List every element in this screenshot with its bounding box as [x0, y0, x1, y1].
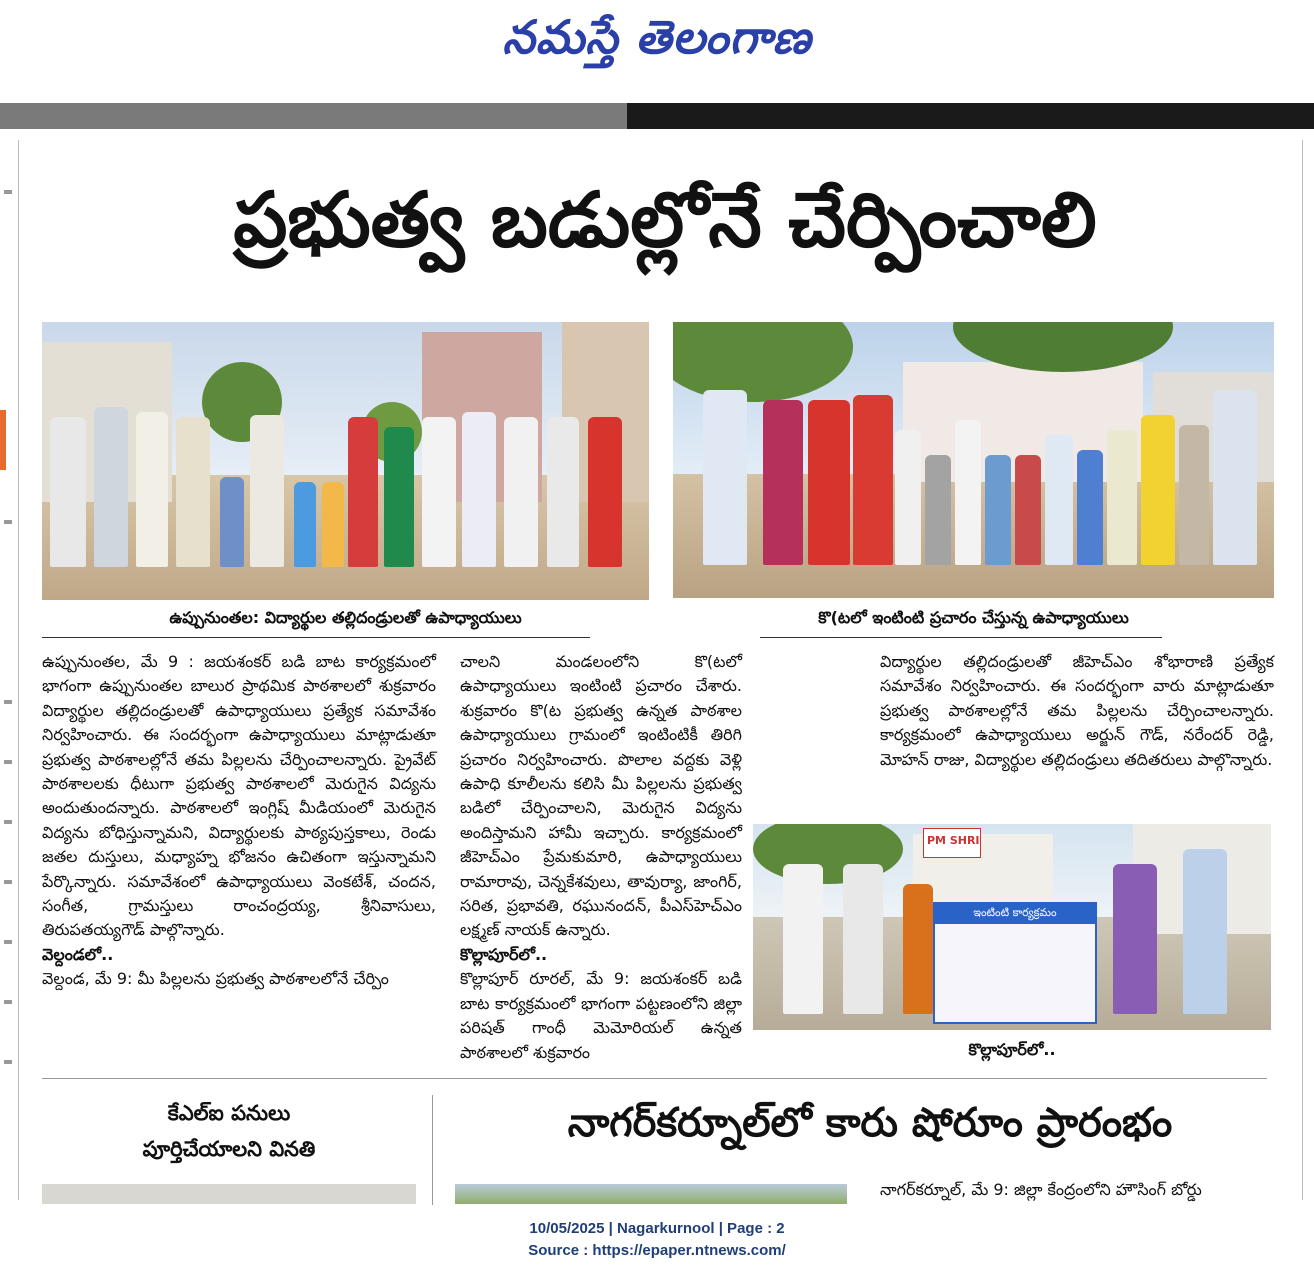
article-paragraph: ఉప్పునుంతల, మే 9 : జయశంకర్ బడి బాట కార్యక్రమంలో భాగంగా ఉప్పునుంతల బాలుర ప్రాథమిక పాఠశాలలో శుక్రవారం విద్యార్థుల తల్లిదండ్రులతో ఉపాధ్యాయులు ప్రత్యేక సమావేశం నిర్వహించారు. ఈ సందర్భంగా ఉపాధ్యాయులు మాట్లాడుతూ ప్రభుత్వ పాఠశాలల్లోనే తమ పిల్లలను చేర్పించాలన్నారు. ప్రైవేట్ పాఠశాలలకు ధీటుగా ప్రభుత్వ పాఠశాలలో మెరుగైన విద్యను అందుతుందన్నారు. పాఠశాలలో ఇంగ్లిష్ మీడియంలో మెరుగైన విద్యను బోధిస్తున్నామని, విద్యార్థులకు పాఠ్యపుస్తకాలు, రెండు జతల దుస్తులు, మధ్యాహ్న భోజనం ఉచితంగా ఇస్తున్నామని పేర్కొన్నారు. సమావేశంలో ఉపాధ్యాయులు వెంకటేశ్, చందన, సంగీత, గ్రామస్తులు రాంచంద్రయ్య, శ్రీనివాసులు, తిరుపతయ్యగౌడ్ పాల్గొన్నారు. [42, 652, 436, 940]
photo-caption-kotra: కొ(టలో ఇంటింటి ప్రచారం చేస్తున్న ఉపాధ్యాయులు [818, 608, 1129, 627]
photo-uppunuthala [42, 322, 649, 600]
footer-source-link[interactable]: Source : https://epaper.ntnews.com/ [528, 1242, 786, 1259]
masthead [0, 0, 1314, 100]
event-banner [933, 902, 1097, 1024]
masthead-band-right [627, 103, 1314, 129]
footer-date-line: 10/05/2025 | Nagarkurnool | Page : 2 [529, 1220, 785, 1237]
story-car-showroom-lead: నాగర్‌కర్నూల్, మే 9: జిల్లా కేంద్రంలోని హౌసింగ్ బోర్డు [880, 1180, 1202, 1199]
column-divider [432, 1095, 433, 1205]
photo-car-showroom [455, 1184, 847, 1204]
pm-shri-sign: PM SHRI [927, 834, 980, 847]
photo-caption-kollapur: కొల్లాపూర్‌లో.. [968, 1040, 1056, 1059]
photo-caption-uppunuthala: ఉప్పునుంతల: విద్యార్థుల తల్లిదండ్రులతో ఉపాధ్యాయులు [169, 608, 522, 627]
page-footer [0, 1218, 1314, 1262]
article-paragraph: చాలని మండలంలోని కొ(టలో ఉపాధ్యాయులు ఇంటింటి ప్రచారం చేశారు. శుక్రవారం కొ(ట ప్రభుత్వ ఉన్నత పాఠశాల ఉపాధ్యాయులు గ్రామంలో ఇంటింటికీ తిరిగి ప్రచారం నిర్వహించారు. పొలాల వద్దకు వెళ్లి ఉపాధి కూలీలను కలిసి మీ పిల్లలను ప్రభుత్వ బడిలో చేర్పించాలని, మెరుగైన విద్యను అందిస్తామని హామీ ఇచ్చారు. కార్యక్రమంలో జీహెచ్‌ఎం ప్రేమకుమారి, ఉపాధ్యాయులు రామారావు, చెన్నకేశవులు, తావుర్యా, జాంగిర్, సరిత, ప్రభావతి, రఘునందన్, పీఎస్‌హెచ్‌ఎం లక్ష్మణ్ నాయక్ ఉన్నారు. [460, 652, 742, 940]
story-kli-title [42, 1095, 416, 1167]
caption-rule-left [42, 637, 590, 638]
left-page-edge [0, 140, 19, 1200]
article-column-1 [42, 650, 436, 992]
story-kli-title-line2: పూర్తిచేయాలని వినతి [142, 1137, 316, 1161]
article-paragraph: వెల్దండ, మే 9: మీ పిల్లలను ప్రభుత్వ పాఠశాలలోనే చేర్పిం [42, 969, 389, 989]
article-column-3 [880, 650, 1274, 772]
left-edge-accent [0, 410, 6, 470]
story-car-showroom-title: నాగర్‌కర్నూల్‌లో కారు షోరూం ప్రారంభం [567, 1100, 1173, 1146]
photo-kollapur [753, 824, 1271, 1030]
photo-kotra [673, 322, 1274, 598]
article-column-2 [460, 650, 742, 1065]
masthead-title: నమస్తే తెలంగాణ [502, 10, 812, 64]
section-divider [42, 1078, 1267, 1079]
subheading-kollapur: కొల్లాపూర్‌లో.. [460, 944, 548, 964]
main-headline: ప్రభుత్వ బడుల్లోనే చేర్పించాలి [233, 175, 1097, 264]
article-paragraph: కొల్లాపూర్ రూరల్, మే 9: జయశంకర్ బడి బాట కార్యక్రమంలో భాగంగా పట్టణంలోని జిల్లా పరిషత్ గాంధీ మెమోరియల్ ఉన్నత పాఠశాలలో శుక్రవారం [460, 969, 742, 1062]
caption-rule-right [760, 637, 1162, 638]
subheading-veldanda: వెల్దండలో.. [42, 944, 114, 964]
banner-title: ఇంటింటి కార్యక్రమం [935, 904, 1095, 924]
masthead-band-left [0, 103, 627, 129]
photo-kli [42, 1184, 416, 1204]
story-kli-title-line1: కేఎల్ఐ పనులు [167, 1101, 291, 1125]
right-page-edge [1302, 140, 1314, 1200]
article-paragraph: విద్యార్థుల తల్లిదండ్రులతో జీహెచ్‌ఎం శోభారాణి ప్రత్యేక సమావేశం నిర్వహించారు. ఈ సందర్భంగా వారు మాట్లాడుతూ ప్రభుత్వ పాఠశాలల్లోనే తమ పిల్లలను చేర్పించాలన్నారు. కార్యక్రమంలో ఉపాధ్యాయులు అర్జున్ గౌడ్, నరేందర్ రెడ్డి, మోహన్ రాజు, విద్యార్థుల తల్లిదండ్రులు తదితరులు పాల్గొన్నారు. [880, 652, 1274, 769]
